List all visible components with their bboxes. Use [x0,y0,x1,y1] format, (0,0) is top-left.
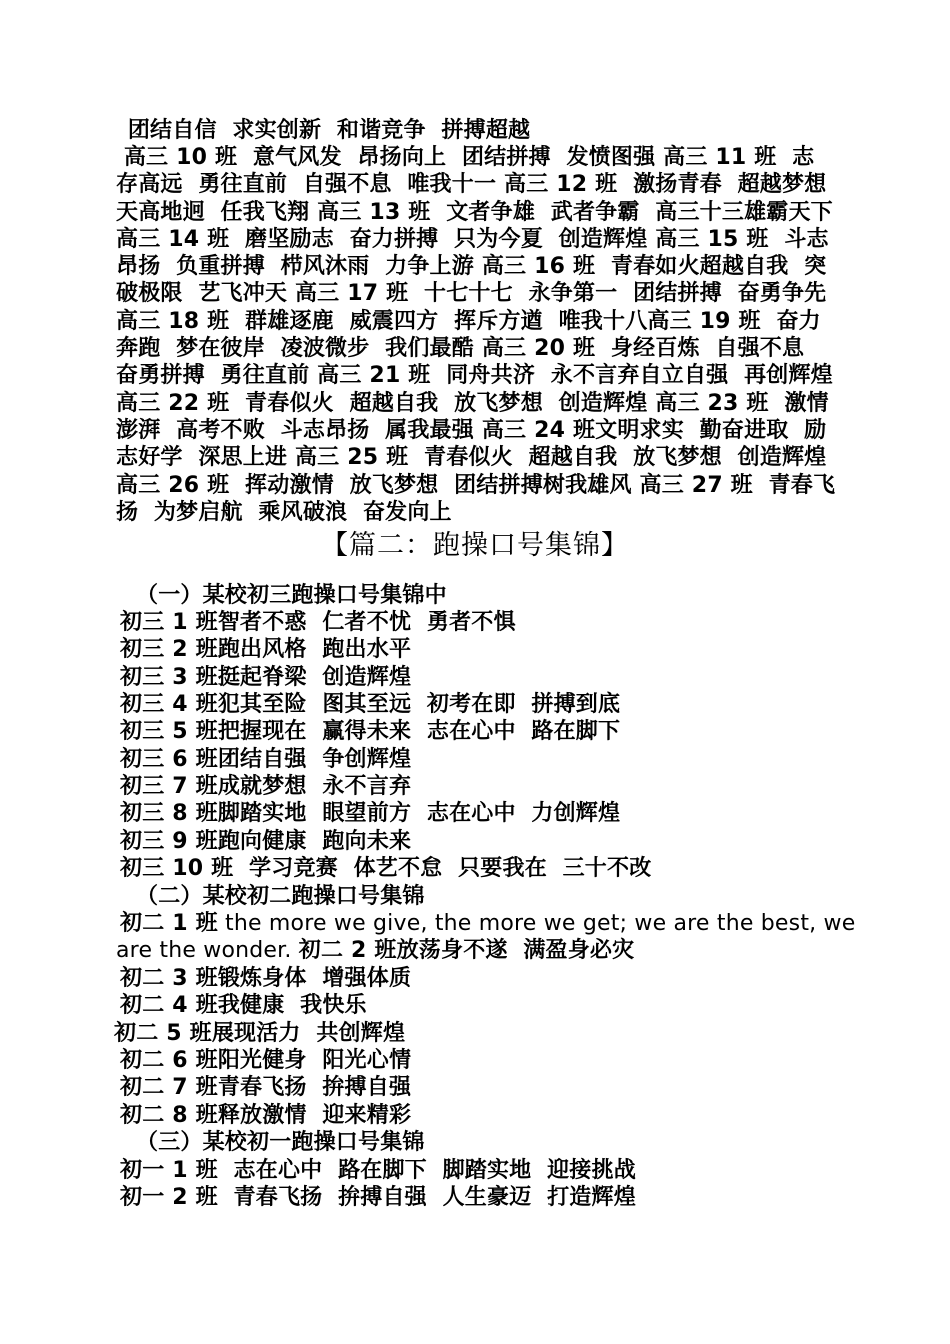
part2-heading: （二）某校初二跑操口号集锦 [136,884,425,909]
part1-heading: （一）某校初三跑操口号集锦中 [136,583,447,608]
list-item: 初二 7 班青春飞扬 拚搏自强 [120,1075,412,1100]
list-item: 初一 2 班 青春飞扬 拚搏自强 人生豪迈 打造辉煌 [120,1185,636,1210]
class-label: 初二 1 班 [120,911,218,936]
list-item: 初三 3 班挺起脊梁 创造辉煌 [120,665,412,690]
intro-paragraph: 高三 10 班 意气风发 昂扬向上 团结拼搏 发愤图强 高三 11 班 志存高远 勇往直前 自强不息 唯我十一 高三 12 班 激扬青春 超越梦想 天高地迥 任我飞翔 高三 13 班 文者争雄 武者争霸 高三十三雄霸天下 高三 14 班 磨坚励志 奋力拼搏 只为今夏 创造辉煌 高三 15 班 斗志昂扬 负重拼搏 栉风沐雨 力争上游 高三 16 班 青春如火超越自我 突破极限 艺飞冲天 高三 17 班 十七十七 永争第一 团结拼搏 奋勇争先 高三 18 班 群雄逐鹿 威震四方 挥斥方遒 唯我十八高三 19 班 奋力奔跑 梦在彼岸 凌波微步 我们最酷 高三 20 班 身经百炼 自强不息 奋勇拼搏 勇往直前 高三 21 班 同舟共济 永不言弃自立自强 再创辉煌 高三 22 班 青春似火 超越自我 放飞梦想 创造辉煌 高三 23 班 激情澎湃 高考不败 斗志昂扬 属我最强 高三 24 班文明求实 勤奋进取 励志好学 深思上进 高三 25 班 青春似火 超越自我 放飞梦想 创造辉煌 高三 26 班 挥动激情 放飞梦想 团结拼搏树我雄风 高三 27 班 青春飞扬 为梦启航 乘风破浪 奋发向上 [116,145,843,525]
list-item: 初三 2 班跑出风格 跑出水平 [120,637,412,662]
list-item: 初二 4 班我健康 我快乐 [120,993,367,1018]
list-item: 初三 4 班犯其至险 图其至远 初考在即 拼搏到底 [120,692,621,717]
list-item [120,910,855,937]
list-item: 初三 10 班 学习竞赛 体艺不怠 只要我在 三十不改 [120,856,652,881]
list-item: 初三 8 班脚踏实地 眼望前方 志在心中 力创辉煌 [120,801,621,826]
class-slogan: 初二 2 班放荡身不遂 满盈身必灾 [298,938,635,963]
english-slogan: the more we give, the more we get; we are the best, we [217,911,856,936]
english-slogan-cont: are the wonder. [116,938,299,963]
list-item: 初三 5 班把握现在 赢得未来 志在心中 路在脚下 [120,719,621,744]
part3-heading: （三）某校初一跑操口号集锦 [136,1130,425,1155]
list-item: 初三 7 班成就梦想 永不言弃 [120,774,412,799]
list-item: 初二 3 班锻炼身体 增强体质 [120,966,412,991]
list-item: 初三 1 班智者不惑 仁者不忧 勇者不惧 [120,610,516,635]
list-item: 初一 1 班 志在心中 路在脚下 脚踏实地 迎接挑战 [120,1158,636,1183]
list-item: 初三 6 班团结自强 争创辉煌 [120,747,412,772]
list-item: 初三 9 班跑向健康 跑向未来 [120,829,412,854]
section-title: 【篇二：跑操口号集锦】 [321,530,629,561]
intro-first-line: 团结自信 求实创新 和谐竞争 拼搏超越 [120,118,531,143]
list-item: 初二 6 班阳光健身 阳光心情 [120,1048,412,1073]
list-item [116,937,634,964]
list-item: 初二 5 班展现活力 共创辉煌 [114,1021,406,1046]
list-item: 初二 8 班释放激情 迎来精彩 [120,1103,412,1128]
